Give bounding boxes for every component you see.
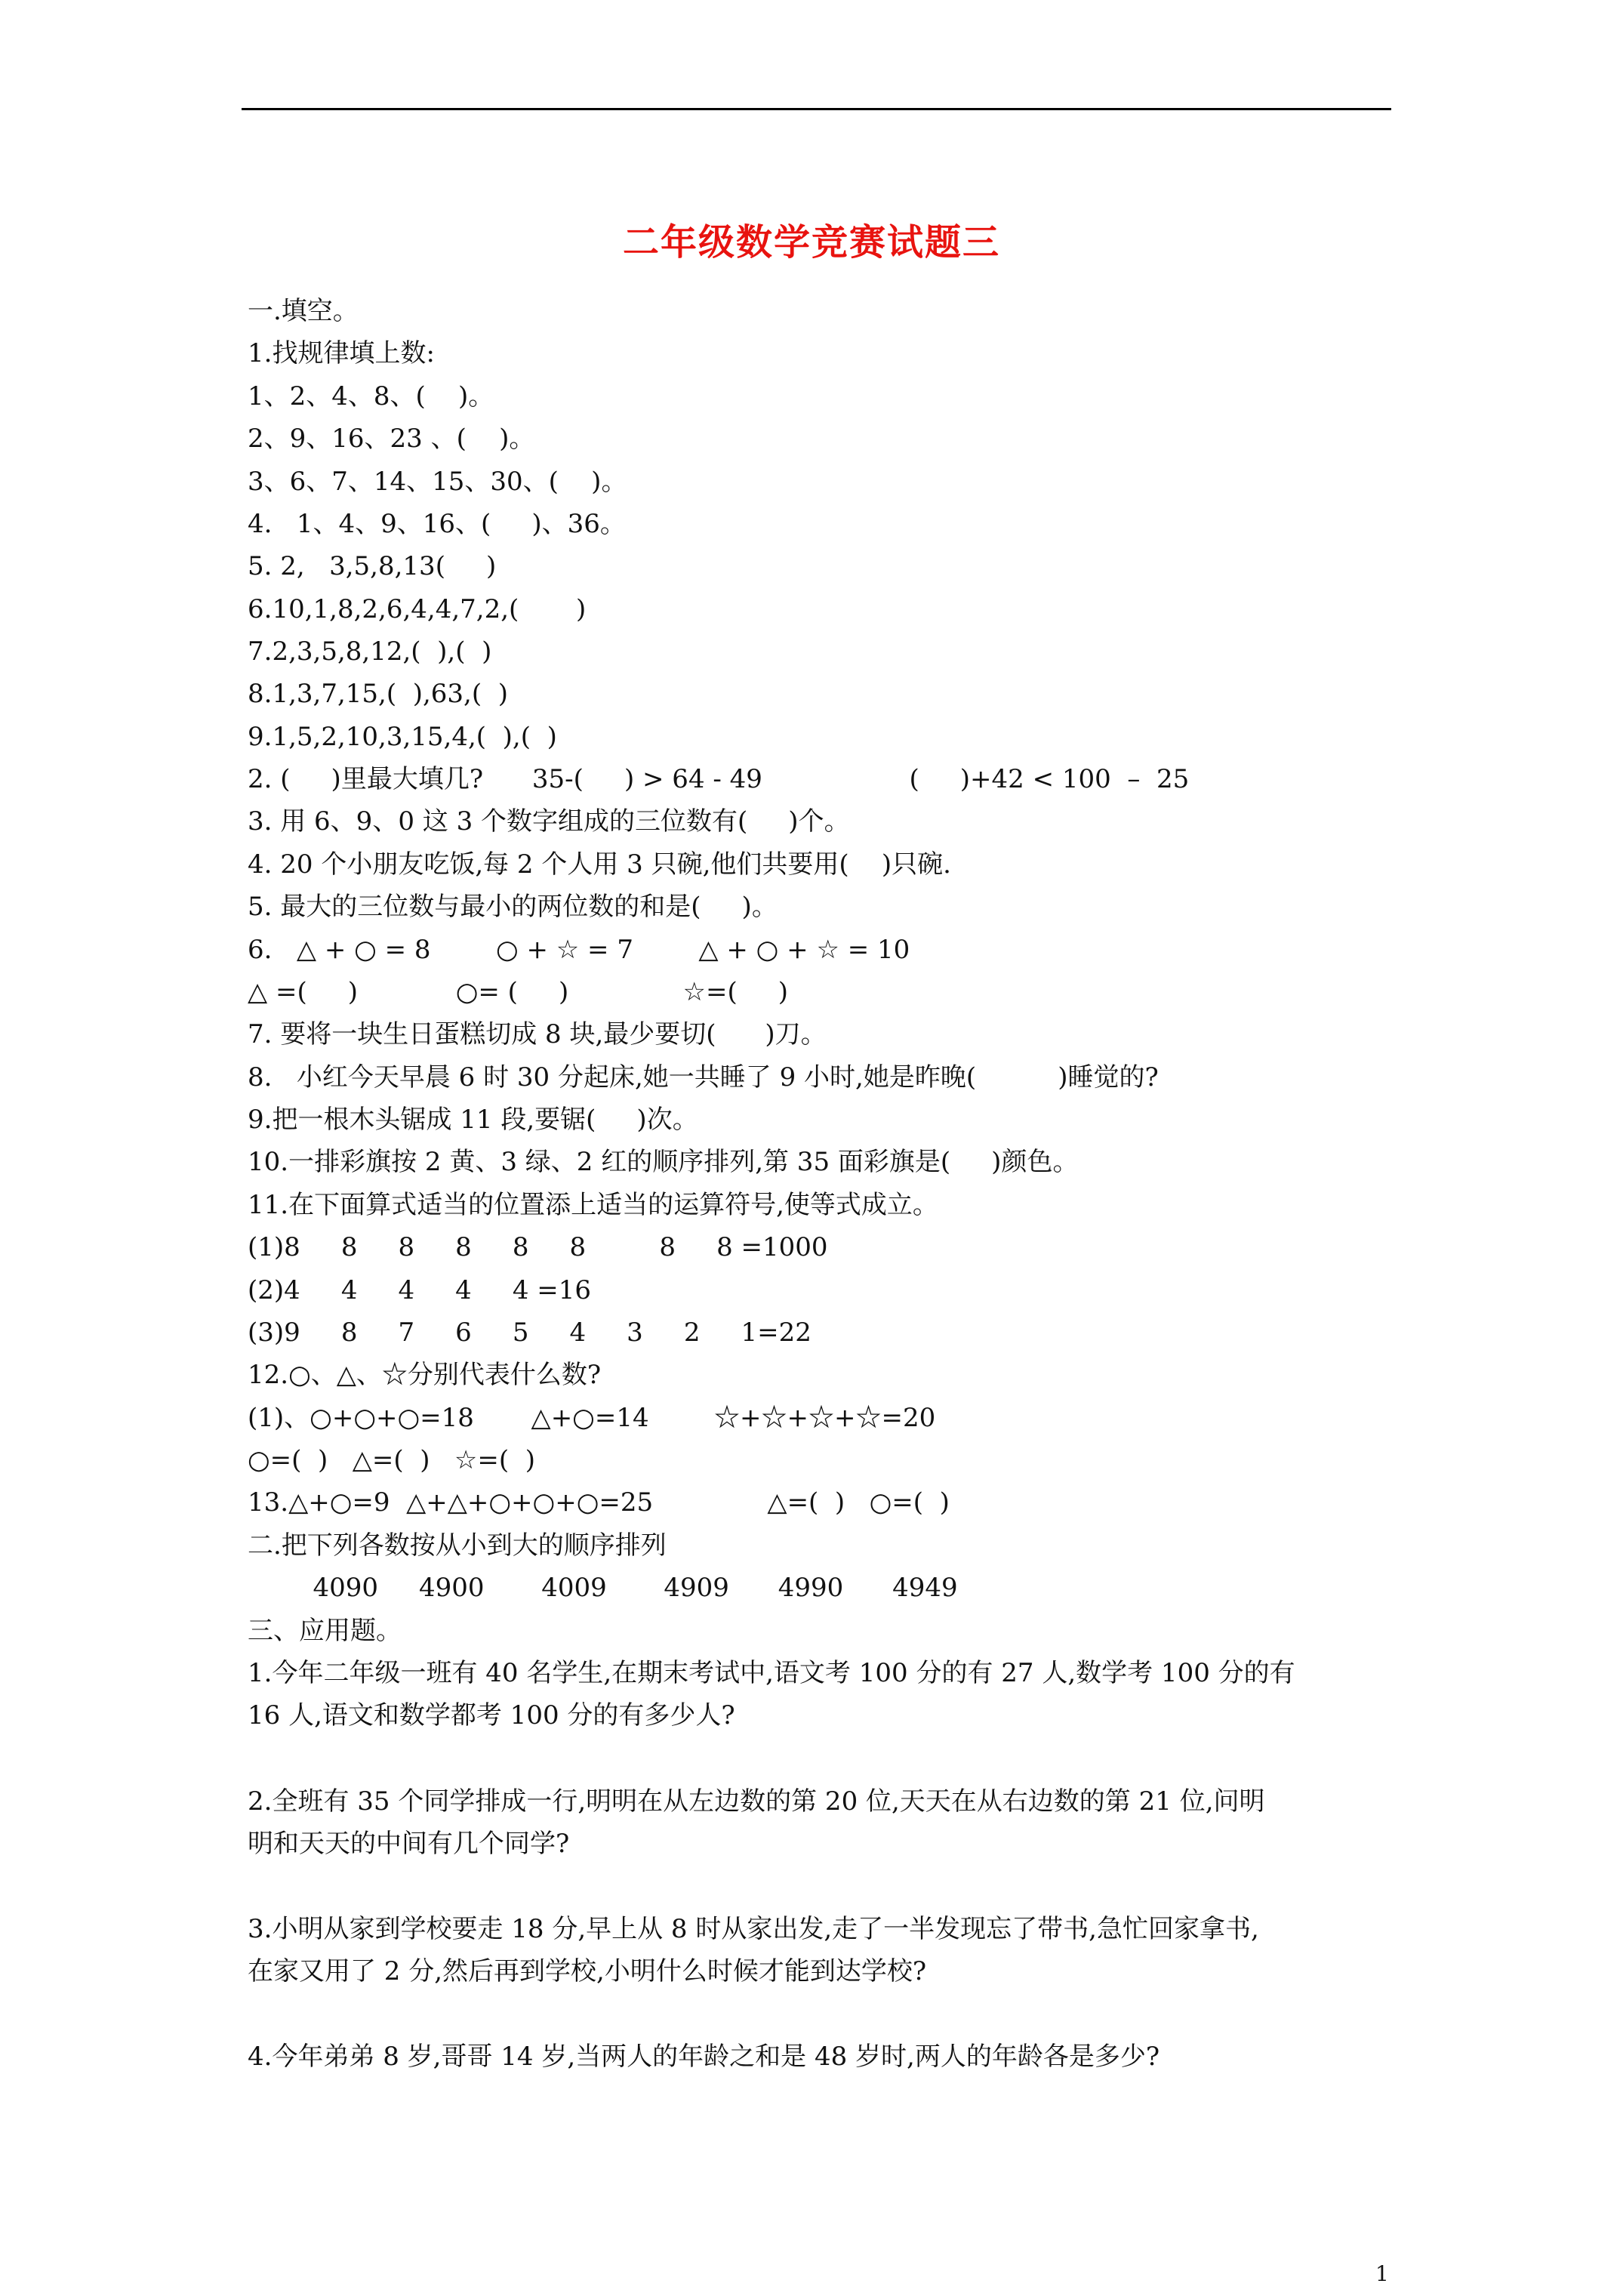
question-line: 5. 最大的三位数与最小的两位数的和是( )。 xyxy=(248,892,778,922)
word-problem-line: 在家又用了 2 分,然后再到学校,小明什么时候才能到达学校? xyxy=(248,1956,927,1986)
question-line: 7.2,3,5,8,12,( ),( ) xyxy=(248,636,492,667)
word-problem-line: 明和天天的中间有几个同学? xyxy=(248,1829,570,1859)
question-line: 8.1,3,7,15,( ),63,( ) xyxy=(248,679,508,709)
question-line: 2. ( )里最大填几? 35-( ) > 64 - 49 ( )+42 < 100 – 25 xyxy=(248,764,1190,794)
page-number: 1 xyxy=(1375,2261,1389,2286)
word-problem-line: 2.全班有 35 个同学排成一行,明明在从左边数的第 20 位,天天在从右边数的第 21 位,问明 xyxy=(248,1786,1265,1817)
question-line: 7. 要将一块生日蛋糕切成 8 块,最少要切( )刀。 xyxy=(248,1019,827,1049)
question-line: 8. 小红今天早晨 6 时 30 分起床,她一共睡了 9 小时,她是昨晚( )睡觉的? xyxy=(248,1062,1159,1093)
question-line: 6. △ + ○ = 8 ○ + ☆ = 7 △ + ○ + ☆ = 10 xyxy=(248,935,910,965)
section-heading: 二.把下列各数按从小到大的顺序排列 xyxy=(248,1530,667,1561)
question-line: 9.1,5,2,10,3,15,4,( ),( ) xyxy=(248,722,557,752)
question-line: 4. 1、4、9、16、( )、36。 xyxy=(248,509,626,539)
question-line: 3、6、7、14、15、30、( )。 xyxy=(248,467,627,497)
question-line: 4. 20 个小朋友吃饭,每 2 个人用 3 只碗,他们共要用( )只碗. xyxy=(248,849,951,880)
question-line: 5. 2, 3,5,8,13( ) xyxy=(248,551,497,581)
word-problem-line: 4.今年弟弟 8 岁,哥哥 14 岁,当两人的年龄之和是 48 岁时,两人的年龄各是多少? xyxy=(248,2042,1160,2072)
question-line: (1)8 8 8 8 8 8 8 8 =1000 xyxy=(248,1232,828,1262)
number-list: 4090 4900 4009 4909 4990 4949 xyxy=(248,1573,958,1603)
question-line: 1.找规律填上数: xyxy=(248,338,435,368)
question-line: (3)9 8 7 6 5 4 3 2 1=22 xyxy=(248,1318,812,1348)
question-line: 12.○、△、☆分别代表什么数? xyxy=(248,1360,602,1390)
question-line: 2、9、16、23 、( )。 xyxy=(248,424,535,454)
word-problem-line: 1.今年二年级一班有 40 名学生,在期末考试中,语文考 100 分的有 27 人,数学考 100 分的有 xyxy=(248,1658,1295,1688)
question-line: 6.10,1,8,2,6,4,4,7,2,( ) xyxy=(248,594,587,624)
question-line: (2)4 4 4 4 4 =16 xyxy=(248,1275,592,1305)
word-problem-line: 3.小明从家到学校要走 18 分,早上从 8 时从家出发,走了一半发现忘了带书,急忙回家拿书, xyxy=(248,1914,1259,1944)
question-line: (1)、○+○+○=18 △+○=14 ☆+☆+☆+☆=20 xyxy=(248,1403,936,1433)
question-line: 10.一排彩旗按 2 黄、3 绿、2 红的顺序排列,第 35 面彩旗是( )颜色。 xyxy=(248,1147,1079,1177)
question-line: 9.把一根木头锯成 11 段,要锯( )次。 xyxy=(248,1105,698,1135)
page-title: 二年级数学竞赛试题三 xyxy=(622,221,1000,264)
question-line: △ =( ) ○= ( ) ☆=( ) xyxy=(248,977,789,1007)
question-line: 11.在下面算式适当的位置添上适当的运算符号,使等式成立。 xyxy=(248,1190,938,1220)
section-heading: 一.填空。 xyxy=(248,296,359,326)
header-rule xyxy=(242,108,1391,110)
question-line: 3. 用 6、9、0 这 3 个数字组成的三位数有( )个。 xyxy=(248,806,850,837)
section-heading: 三、应用题。 xyxy=(248,1616,402,1646)
word-problem-line: 16 人,语文和数学都考 100 分的有多少人? xyxy=(248,1700,735,1730)
question-line: 1、2、4、8、( )。 xyxy=(248,381,494,411)
question-line: ○=( ) △=( ) ☆=( ) xyxy=(248,1445,536,1475)
question-line: 13.△+○=9 △+△+○+○+○=25 △=( ) ○=( ) xyxy=(248,1487,950,1518)
